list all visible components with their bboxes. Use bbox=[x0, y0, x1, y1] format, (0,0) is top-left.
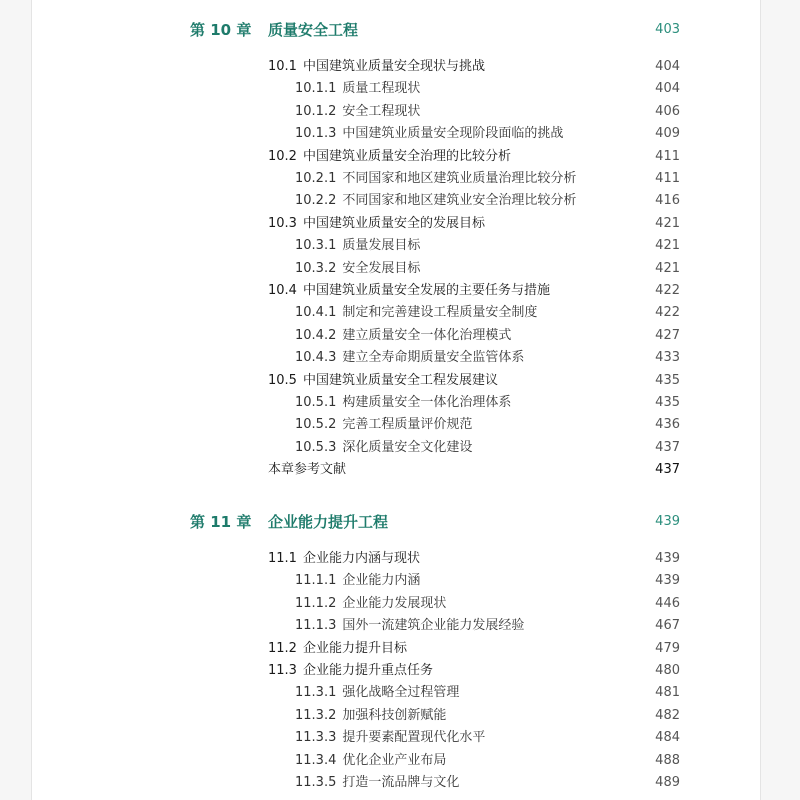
entry-number: 10.2.2 bbox=[295, 193, 337, 209]
toc-subsection[interactable] bbox=[295, 350, 524, 366]
entry-title: 本章参考文献 bbox=[268, 462, 347, 478]
entry-title: 不同国家和地区建筑业质量治理比较分析 bbox=[342, 171, 577, 186]
toc-subsection[interactable] bbox=[295, 171, 576, 187]
entry-page-number: 404 bbox=[655, 59, 680, 74]
entry-title: 中国建筑业质量安全现状与挑战 bbox=[302, 59, 485, 74]
entry-number: 11.1 bbox=[268, 551, 297, 566]
entry-title: 建立全寿命期质量安全监管体系 bbox=[342, 350, 525, 366]
toc-subsection[interactable] bbox=[295, 573, 420, 589]
entry-page-number: 421 bbox=[655, 260, 680, 276]
toc-subsection[interactable] bbox=[295, 618, 524, 634]
entry-page-number: 436 bbox=[655, 417, 680, 433]
entry-page-number: 427 bbox=[655, 327, 680, 343]
toc-subsection[interactable] bbox=[295, 395, 511, 411]
toc-section[interactable] bbox=[268, 641, 407, 657]
entry-number: 11.3.1 bbox=[295, 685, 337, 701]
entry-title: 制定和完善建设工程质量安全制度 bbox=[342, 305, 538, 321]
entry-title: 质量发展目标 bbox=[342, 238, 421, 254]
entry-page-number: 435 bbox=[655, 372, 680, 388]
entry-number: 10.1.1 bbox=[295, 81, 337, 97]
entry-page-number: 435 bbox=[655, 395, 680, 410]
entry-page-number: 482 bbox=[655, 707, 680, 723]
entry-title: 企业能力提升重点任务 bbox=[302, 663, 433, 678]
toc-subsection[interactable] bbox=[295, 261, 420, 277]
toc-subsection[interactable] bbox=[295, 81, 420, 97]
chapter-number: 第 11 章 bbox=[190, 513, 252, 531]
chapter-title: 质量安全工程 bbox=[268, 21, 359, 39]
entry-title: 提升要素配置现代化水平 bbox=[342, 730, 486, 746]
toc-subsection[interactable] bbox=[295, 708, 446, 724]
entry-number: 11.3 bbox=[268, 663, 297, 678]
entry-number: 11.3.2 bbox=[295, 707, 337, 723]
entry-title: 企业能力内涵 bbox=[342, 573, 421, 589]
entry-page-number: 480 bbox=[655, 663, 680, 678]
toc-section[interactable] bbox=[268, 283, 550, 299]
entry-title: 不同国家和地区建筑业安全治理比较分析 bbox=[342, 193, 577, 209]
entry-title: 中国建筑业质量安全现阶段面临的挑战 bbox=[342, 126, 564, 142]
entry-page-number: 422 bbox=[655, 283, 680, 298]
entry-number: 11.1.3 bbox=[295, 618, 337, 634]
entry-page-number: 409 bbox=[655, 126, 680, 142]
toc-section[interactable] bbox=[268, 551, 420, 567]
toc-section[interactable] bbox=[268, 216, 485, 232]
entry-page-number: 439 bbox=[655, 573, 680, 589]
entry-title: 完善工程质量评价规范 bbox=[342, 417, 473, 433]
entry-number: 10.1 bbox=[268, 59, 297, 74]
entry-page-number: 437 bbox=[655, 439, 680, 455]
chapter-number: 第 10 章 bbox=[190, 21, 252, 39]
entry-title: 优化企业产业布局 bbox=[342, 752, 447, 768]
entry-page-number: 481 bbox=[655, 685, 680, 701]
entry-title: 中国建筑业质量安全发展的主要任务与措施 bbox=[302, 283, 550, 298]
entry-number: 10.5.1 bbox=[295, 395, 337, 410]
chapter-page-number: 439 bbox=[655, 514, 680, 529]
toc-subsection[interactable] bbox=[295, 193, 576, 209]
entry-page-number: 406 bbox=[655, 103, 680, 119]
toc-section[interactable] bbox=[268, 373, 498, 389]
entry-page-number: 489 bbox=[655, 775, 680, 790]
toc-subsection[interactable] bbox=[295, 328, 511, 344]
entry-number: 11.3.3 bbox=[295, 730, 337, 746]
entry-title: 打造一流品牌与文化 bbox=[342, 775, 460, 790]
entry-number: 11.1.2 bbox=[295, 595, 337, 611]
entry-title: 企业能力内涵与现状 bbox=[302, 551, 420, 566]
entry-page-number: 433 bbox=[655, 350, 680, 366]
toc-subsection[interactable] bbox=[295, 440, 472, 456]
entry-title: 中国建筑业质量安全的发展目标 bbox=[302, 215, 485, 231]
entry-title: 安全工程现状 bbox=[342, 103, 421, 119]
toc-subsection[interactable] bbox=[295, 596, 446, 612]
toc-subsection[interactable] bbox=[295, 305, 537, 321]
toc-references[interactable] bbox=[268, 462, 346, 478]
toc-subsection[interactable] bbox=[295, 753, 446, 769]
entry-number: 11.3.4 bbox=[295, 752, 337, 768]
toc-subsection[interactable] bbox=[295, 775, 459, 791]
entry-number: 10.3 bbox=[268, 215, 297, 231]
entry-title: 企业能力提升目标 bbox=[302, 640, 407, 656]
entry-page-number: 416 bbox=[655, 193, 680, 209]
entry-page-number: 411 bbox=[655, 148, 680, 164]
toc-subsection[interactable] bbox=[295, 417, 472, 433]
entry-page-number: 421 bbox=[655, 238, 680, 254]
entry-title: 强化战略全过程管理 bbox=[342, 685, 460, 701]
entry-page-number: 484 bbox=[655, 730, 680, 746]
entry-title: 企业能力发展现状 bbox=[342, 595, 447, 611]
entry-page-number: 404 bbox=[655, 81, 680, 97]
entry-page-number: 446 bbox=[655, 595, 680, 611]
chapter-title: 企业能力提升工程 bbox=[268, 513, 389, 531]
entry-page-number: 479 bbox=[655, 640, 680, 656]
chapter-page-number: 403 bbox=[655, 22, 680, 37]
entry-number: 10.5.2 bbox=[295, 417, 337, 433]
entry-number: 10.4.2 bbox=[295, 327, 337, 343]
toc-subsection[interactable] bbox=[295, 238, 420, 254]
entry-title: 建立质量安全一体化治理模式 bbox=[342, 327, 512, 343]
toc-section[interactable] bbox=[268, 59, 485, 75]
entry-title: 深化质量安全文化建设 bbox=[342, 439, 473, 455]
entry-number: 10.3.1 bbox=[295, 238, 337, 254]
entry-number: 11.1.1 bbox=[295, 573, 337, 589]
entry-page-number: 467 bbox=[655, 618, 680, 634]
entry-page-number: 422 bbox=[655, 305, 680, 321]
entry-number: 10.5 bbox=[268, 372, 297, 388]
entry-page-number: 421 bbox=[655, 215, 680, 231]
toc-subsection[interactable] bbox=[295, 685, 459, 701]
entry-page-number: 437 bbox=[655, 462, 680, 478]
toc-subsection[interactable] bbox=[295, 126, 563, 142]
entry-number: 11.2 bbox=[268, 640, 297, 656]
entry-page-number: 411 bbox=[655, 171, 680, 186]
entry-number: 10.4.1 bbox=[295, 305, 337, 321]
entry-number: 10.4.3 bbox=[295, 350, 337, 366]
entry-page-number: 439 bbox=[655, 551, 680, 566]
entry-title: 中国建筑业质量安全工程发展建议 bbox=[302, 372, 498, 388]
entry-title: 构建质量安全一体化治理体系 bbox=[342, 395, 512, 410]
entry-number: 10.5.3 bbox=[295, 439, 337, 455]
entry-page-number: 488 bbox=[655, 752, 680, 768]
toc-section[interactable] bbox=[268, 149, 511, 165]
entry-number: 11.3.5 bbox=[295, 775, 337, 790]
entry-title: 加强科技创新赋能 bbox=[342, 707, 447, 723]
entry-number: 10.4 bbox=[268, 283, 297, 298]
entry-number: 10.1.3 bbox=[295, 126, 337, 142]
entry-number: 10.2.1 bbox=[295, 171, 337, 186]
toc-subsection[interactable] bbox=[295, 730, 485, 746]
toc-subsection[interactable] bbox=[295, 104, 420, 120]
entry-title: 安全发展目标 bbox=[342, 260, 421, 276]
entry-title: 中国建筑业质量安全治理的比较分析 bbox=[302, 148, 511, 164]
entry-title: 国外一流建筑企业能力发展经验 bbox=[342, 618, 525, 634]
toc-section[interactable] bbox=[268, 663, 433, 679]
entry-title: 质量工程现状 bbox=[342, 81, 421, 97]
entry-number: 10.2 bbox=[268, 148, 297, 164]
entry-number: 10.3.2 bbox=[295, 260, 337, 276]
entry-number: 10.1.2 bbox=[295, 103, 337, 119]
